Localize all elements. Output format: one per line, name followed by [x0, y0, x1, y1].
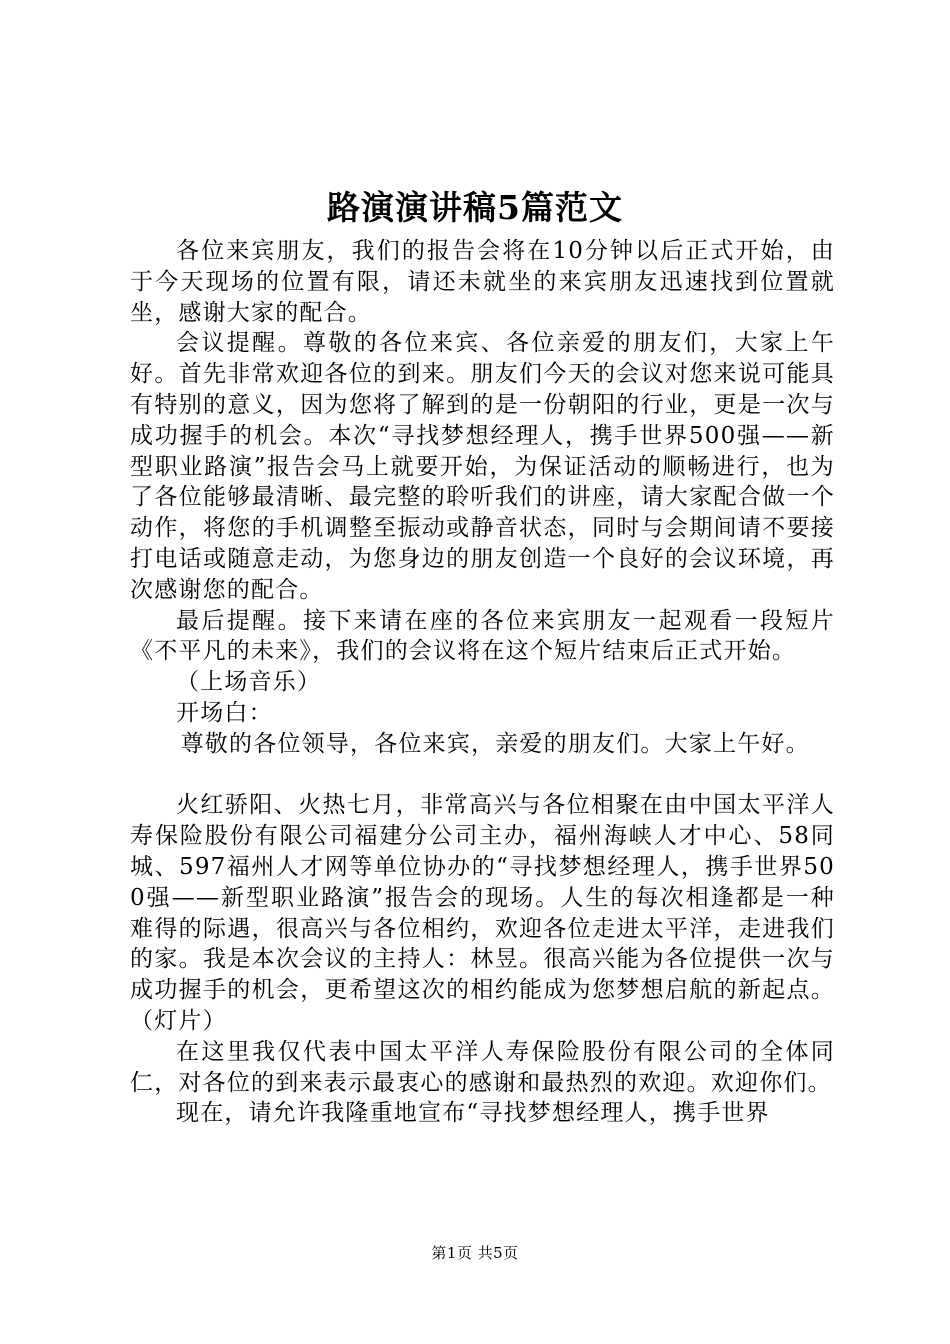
paragraph-final-reminder: 最后提醒。接下来请在座的各位来宾朋友一起观看一段短片《不平凡的未来》，我们的会议将在这个短片结束后正式开始。 [130, 607, 835, 665]
document-title: 路演演讲稿5篇范文 [327, 188, 623, 227]
page-number-footer: 第1页 共5页 [431, 1244, 519, 1262]
paragraph-spacer [130, 760, 835, 791]
paragraph-music-cue: （上场音乐） [176, 669, 322, 696]
paragraph-meeting-reminder: 会议提醒。尊敬的各位来宾、各位亲爱的朋友们，大家上午好。首先非常欢迎各位的到来。朋友们今天的会议对您来说可能具有特别的意义，因为您将了解到的是一份朝阳的行业，更是一次与成功握手的机会。本次“寻找梦想经理人，携手世界500强——新型职业路演”报告会马上就要开始，为保证活动的顺畅进行，也为了各位能够最清晰、最完整的聆听我们的讲座，请大家配合做一个动作，将您的手机调整至振动或静音状态，同时与会期间请不要接打电话或随意走动，为您身边的朋友创造一个良好的会议环境，再次感谢您的配合。 [130, 330, 835, 603]
paragraph-welcome: 各位来宾朋友，我们的报告会将在10分钟以后正式开始，由于今天现场的位置有限，请还未就坐的来宾朋友迅速找到位置就坐，感谢大家的配合。 [130, 238, 835, 326]
document-body [130, 236, 835, 1129]
paragraph-opening-label: 开场白： [176, 699, 273, 726]
paragraph-thanks: 在这里我仅代表中国太平洋人寿保险股份有限公司的全体同仁，对各位的到来表示最衷心的感谢和最热烈的欢迎。欢迎你们。 [130, 1038, 835, 1096]
paragraph-greeting: 尊敬的各位领导，各位来宾，亲爱的朋友们。大家上午好。 [180, 730, 810, 757]
paragraph-announcement: 现在，请允许我隆重地宣布“寻找梦想经理人，携手世界 [176, 1100, 770, 1127]
paragraph-opening-speech: 火红骄阳、火热七月，非常高兴与各位相聚在由中国太平洋人寿保险股份有限公司福建分公司主办，福州海峡人才中心、58同城、597福州人才网等单位协办的“寻找梦想经理人，携手世界500强——新型职业路演”报告会的现场。人生的每次相逢都是一种难得的际遇，很高兴与各位相约，欢迎各位走进太平洋，走进我们的家。我是本次会议的主持人：林昱。很高兴能为各位提供一次与成功握手的机会，更希望这次的相约能成为您梦想启航的新起点。（灯片） [130, 792, 835, 1034]
